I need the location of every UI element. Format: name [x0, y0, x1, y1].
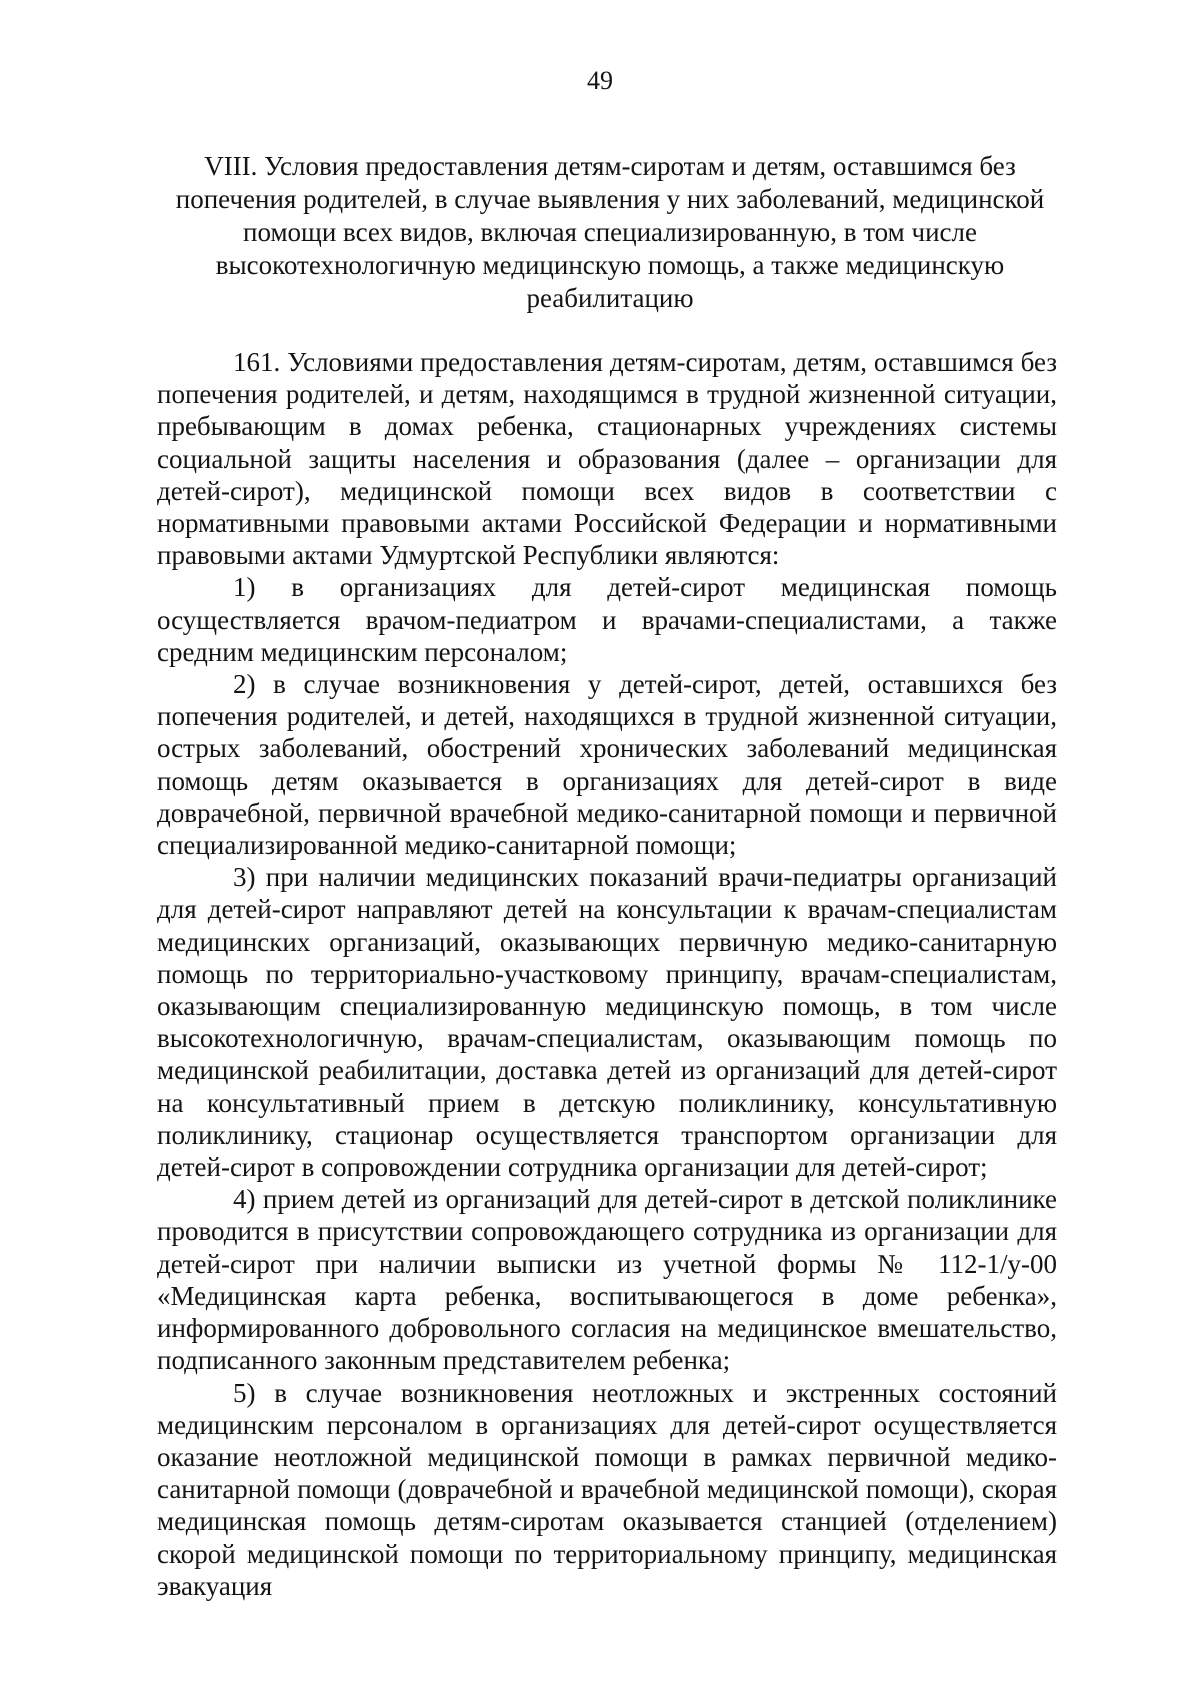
list-item-1: 1) в организациях для детей-сирот медицинская помощь осуществляется врачом-педиатром и врачами-специалистами, а также средним медицинским персоналом; [157, 572, 1057, 667]
list-item-3: 3) при наличии медицинских показаний врачи-педиатры организаций для детей-сирот направляют детей на консультации к врачам-специалистам медицинских организаций, оказывающих первичную медико-санитарную помощь по территориально-участковому принципу, врачам-специалистам, оказывающим специализированную медицинскую помощь, в том числе высокотехнологичную, врачам-специалистам, оказывающим помощь по медицинской реабилитации, доставка детей из организаций для детей-сирот на консультативный прием в детскую поликлинику, консультативную поликлинику, стационар осуществляется транспортом организации для детей-сирот в сопровождении сотрудника организации для детей-сирот; [157, 862, 1057, 1183]
paragraph-161: 161. Условиями предоставления детям-сиротам, детям, оставшимся без попечения родителей, и детям, находящимся в трудной жизненной ситуации, пребывающим в домах ребенка, стационарных учреждениях системы социальной защиты населения и образования (далее – организации для детей-сирот), медицинской помощи всех видов в соответствии с нормативными правовыми актами Российской Федерации и нормативными правовыми актами Удмуртской Республики являются: [157, 347, 1057, 571]
list-item-2: 2) в случае возникновения у детей-сирот, детей, оставшихся без попечения родителей, и детей, находящихся в трудной жизненной ситуации, острых заболеваний, обострений хронических заболеваний медицинская помощь детям оказывается в организациях для детей-сирот в виде доврачебной, первичной врачебной медико-санитарной помощи и первичной специализированной медико-санитарной помощи; [157, 669, 1057, 861]
page-number: 49 [587, 66, 613, 95]
body-text [157, 346, 1057, 1602]
list-item-4: 4) прием детей из организаций для детей-сирот в детской поликлинике проводится в присутствии сопровождающего сотрудника из организации для детей-сирот при наличии выписки из учетной формы № 112-1/у-00 «Медицинская карта ребенка, воспитывающегося в доме ребенка», информированного добровольного согласия на медицинское вмешательство, подписанного законным представителем ребенка; [157, 1184, 1057, 1376]
list-item-5: 5) в случае возникновения неотложных и экстренных состояний медицинским персоналом в организациях для детей-сирот осуществляется оказание неотложной медицинской помощи в рамках первичной медико-санитарной помощи (доврачебной и врачебной медицинской помощи), скорая медицинская помощь детям-сиротам оказывается станцией (отделением) скорой медицинской помощи по территориальному принципу, медицинская эвакуация [157, 1377, 1057, 1601]
section-heading: VIII. Условия предоставления детям-сиротам и детям, оставшимся без попечения родителей, в случае выявления у них заболеваний, медицинской помощи всех видов, включая специализированную, в том числе высокотехнологичную медицинскую помощь, а также медицинскую реабилитацию [175, 151, 1045, 313]
